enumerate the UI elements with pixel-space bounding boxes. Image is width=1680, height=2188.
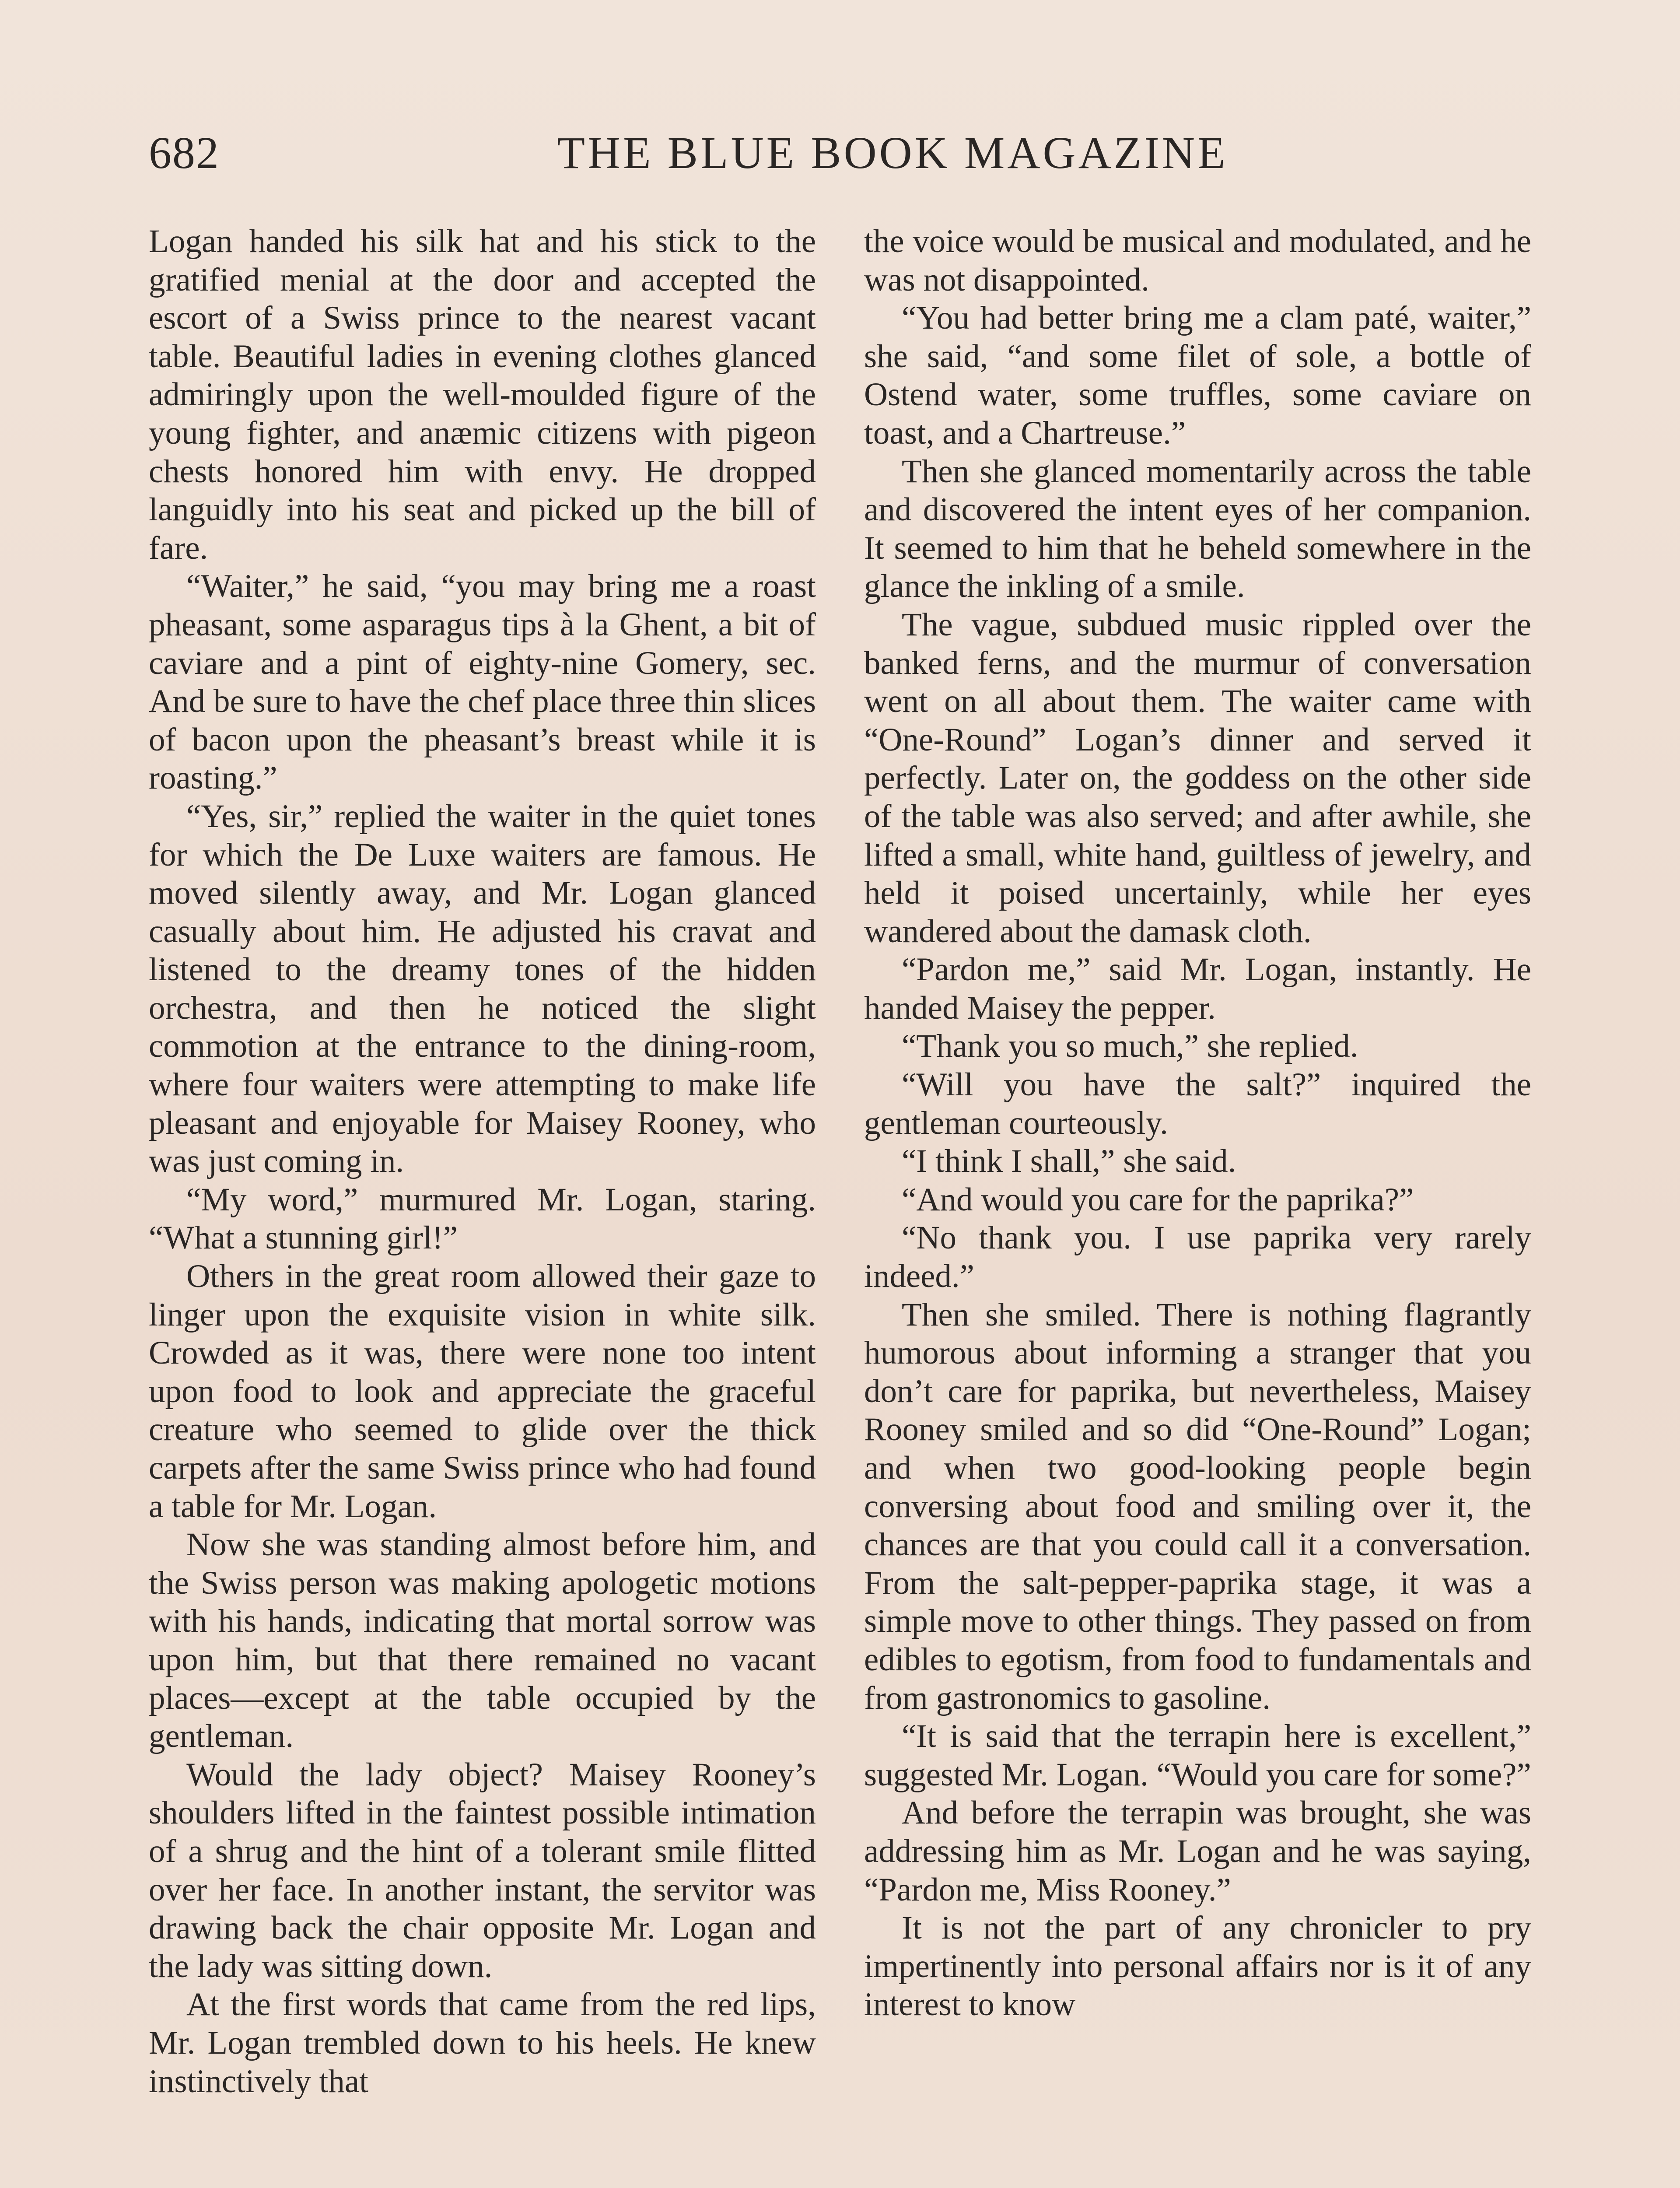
paragraph: “Yes, sir,” replied the waiter in the quiet tones for which the De Luxe waiters are famous. He moved silently away, and Mr. Logan glanced casually about him. He adjusted his cravat and listened to the dreamy tones of the hidden orchestra, and then he noticed the slight commotion at the entrance to the dining-room, where four waiters were attempting to make life pleasant and enjoyable for Maisey Rooney, who was just coming in. [149,798,816,1180]
paragraph: At the first words that came from the red lips, Mr. Logan trembled down to his heels. He knew instinctively that [149,1986,816,2100]
paragraph: “Will you have the salt?” inquired the gentleman courteously. [864,1066,1531,1141]
paragraph: Now she was standing almost before him, and the Swiss person was making apologetic motions with his hands, indicating that mortal sorrow was upon him, but that there remained no vacant places—except at the table occupied by the gentleman. [149,1526,816,1755]
paragraph: Others in the great room allowed their gaze to linger upon the exquisite vision in white silk. Crowded as it was, there were none too intent upon food to look and appreciate the graceful creature who seemed to glide over the thick carpets after the same Swiss prince who had found a table for Mr. Logan. [149,1258,816,1525]
paragraph: And before the terrapin was brought, she was addressing him as Mr. Logan and he was saying, “Pardon me, Miss Rooney.” [864,1795,1531,1908]
page-header [149,118,1531,188]
paragraph: Would the lady object? Maisey Rooney’s shoulders lifted in the faintest possible intimation of a shrug and the hint of a tolerant smile flitted over her face. In another instant, the servitor was drawing back the chair opposite Mr. Logan and the lady was sitting down. [149,1756,816,1985]
paragraph: Then she smiled. There is nothing flagrantly humorous about informing a stranger that you don’t care for paprika, but nevertheless, Maisey Rooney smiled and so did “One-Round” Logan; and when two good-looking people begin conversing about food and smiling over it, the chances are that you could call it a conversation. From the salt-pepper-paprika stage, it was a simple move to other things. They passed on from edibles to egotism, from food to fundamentals and from gastronomics to gasoline. [864,1296,1531,1716]
paragraph: “My word,” murmured Mr. Logan, staring. “What a stunning girl!” [149,1181,816,1256]
paragraph: “Waiter,” he said, “you may bring me a roast pheasant, some asparagus tips à la Ghent, a bit of caviare and a pint of eighty-nine Gomery, sec. And be sure to have the chef place three thin slices of bacon upon the pheasant’s breast while it is roasting.” [149,568,816,796]
paragraph: “No thank you. I use paprika very rarely indeed.” [864,1220,1531,1295]
paragraph: “I think I shall,” she said. [902,1143,1236,1180]
page-number: 682 [149,128,220,178]
running-title: THE BLUE BOOK MAGAZINE [557,128,1228,178]
paragraph: It is not the part of any chronicler to pry impertinently into personal affairs nor is it of any interest to know [864,1910,1531,2023]
paragraph: Then she glanced momentarily across the table and discovered the intent eyes of her companion. It seemed to him that he beheld somewhere in the glance the inkling of a smile. [864,453,1531,605]
paragraph: Logan handed his silk hat and his stick to the gratified menial at the door and accepted the escort of a Swiss prince to the nearest vacant table. Beautiful ladies in evening clothes glanced admiringly upon the well-moulded figure of the young fighter, and anæmic citizens with pigeon chests honored him with envy. He dropped languidly into his seat and picked up the bill of fare. [149,223,816,566]
left-column [149,222,816,2100]
paragraph: The vague, subdued music rippled over the banked ferns, and the murmur of conversation went on all about them. The waiter came with “One-Round” Logan’s dinner and served it perfectly. Later on, the goddess on the other side of the table was also served; and after awhile, she lifted a small, white hand, guiltless of jewelry, and held it poised uncertainly, while her eyes wandered about the damask cloth. [864,606,1531,950]
right-column [864,222,1531,2024]
paragraph: “Thank you so much,” she replied. [902,1028,1358,1065]
paragraph: “You had better bring me a clam paté, waiter,” she said, “and some filet of sole, a bottle of Ostend water, some truffles, some caviare on toast, and a Chartreuse.” [864,300,1531,451]
paragraph: “And would you care for the paprika?” [902,1181,1414,1218]
paragraph: “Pardon me,” said Mr. Logan, instantly. He handed Maisey the pepper. [864,951,1531,1026]
paragraph: the voice would be musical and modulated, and he was not disappointed. [864,223,1531,298]
paragraph: “It is said that the terrapin here is excellent,” suggested Mr. Logan. “Would you care for some?” [864,1718,1531,1793]
